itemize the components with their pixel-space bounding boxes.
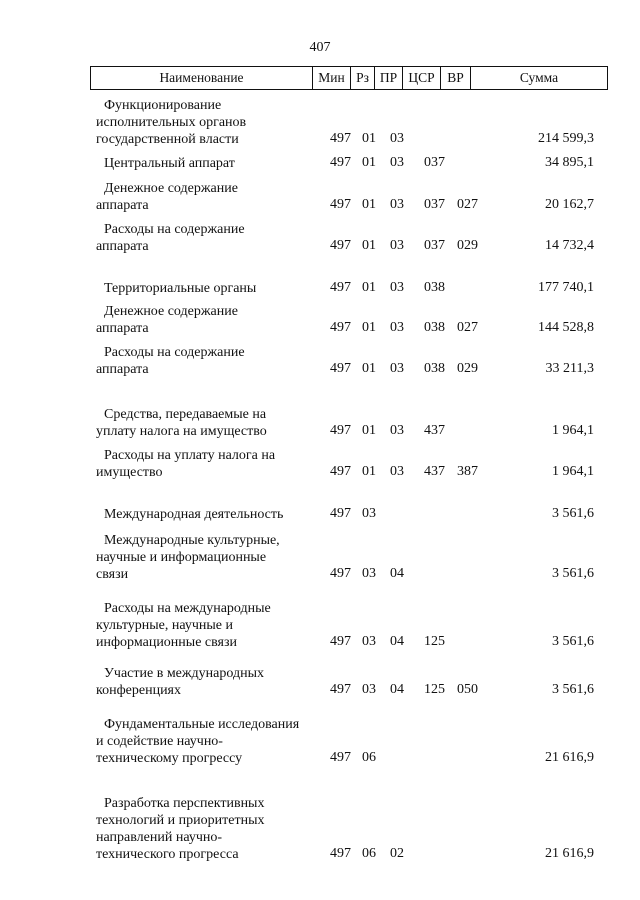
row-rz: 03 (362, 682, 376, 697)
row-sum: 3 561,6 (552, 506, 594, 521)
row-name-line: технологий и приоритетных (96, 813, 265, 828)
row-csr: 037 (424, 155, 445, 170)
row-name-line: Международные культурные, (104, 533, 280, 548)
row-vr: 050 (457, 682, 478, 697)
header-csr: ЦСР (403, 67, 441, 89)
row-rz: 06 (362, 750, 376, 765)
row-vr: 387 (457, 464, 478, 479)
row-sum: 1 964,1 (552, 464, 594, 479)
row-min: 497 (330, 155, 351, 170)
row-name (96, 447, 326, 481)
row-rz: 03 (362, 506, 376, 521)
row-name-line: направлений научно- (96, 830, 223, 845)
row-rz: 03 (362, 634, 376, 649)
row-sum: 20 162,7 (545, 197, 594, 212)
row-rz: 01 (362, 280, 376, 295)
row-csr: 038 (424, 320, 445, 335)
row-name-line: Разработка перспективных (104, 796, 265, 811)
row-csr: 125 (424, 634, 445, 649)
row-pr: 03 (390, 280, 404, 295)
row-name-line: Участие в международных (104, 666, 265, 681)
row-min: 497 (330, 361, 351, 376)
row-sum: 214 599,3 (538, 131, 594, 146)
row-name-line: Денежное содержание (104, 304, 238, 319)
header-rz: Рз (351, 67, 375, 89)
row-min: 497 (330, 750, 351, 765)
row-pr: 04 (390, 682, 404, 697)
row-min: 497 (330, 238, 351, 253)
row-name-line: Функционирование (104, 98, 222, 113)
row-min: 497 (330, 846, 351, 861)
row-name-line: аппарата (96, 321, 149, 336)
row-rz: 03 (362, 566, 376, 581)
row-name-line: связи (96, 567, 129, 582)
row-min: 497 (330, 506, 351, 521)
row-pr: 02 (390, 846, 404, 861)
row-name-line: техническому прогрессу (96, 751, 243, 766)
row-name-line: Центральный аппарат (104, 156, 235, 171)
row-rz: 06 (362, 846, 376, 861)
row-name (96, 97, 326, 148)
row-pr: 03 (390, 155, 404, 170)
row-pr: 04 (390, 566, 404, 581)
row-sum: 21 616,9 (545, 846, 594, 861)
row-sum: 34 895,1 (545, 155, 594, 170)
row-name-line: аппарата (96, 362, 149, 377)
row-sum: 144 528,8 (538, 320, 594, 335)
header-pr: ПР (375, 67, 403, 89)
row-pr: 03 (390, 320, 404, 335)
row-name-line: Фундаментальные исследования (104, 717, 300, 732)
row-sum: 1 964,1 (552, 423, 594, 438)
row-vr: 027 (457, 197, 478, 212)
row-sum: 33 211,3 (545, 361, 594, 376)
row-rz: 01 (362, 464, 376, 479)
row-name (96, 180, 326, 214)
row-csr: 037 (424, 197, 445, 212)
row-name (96, 665, 326, 699)
row-name-line: технического прогресса (96, 847, 239, 862)
row-sum: 177 740,1 (538, 280, 594, 295)
row-name-line: аппарата (96, 239, 149, 254)
row-name (96, 344, 326, 378)
row-min: 497 (330, 423, 351, 438)
row-name (96, 280, 326, 297)
row-rz: 01 (362, 131, 376, 146)
header-vr: ВР (441, 67, 471, 89)
row-name-line: исполнительных органов (96, 115, 247, 130)
row-name-line: Средства, передаваемые на (104, 407, 267, 422)
row-pr: 03 (390, 361, 404, 376)
header-min: Мин (313, 67, 351, 89)
row-pr: 04 (390, 634, 404, 649)
header-sum: Сумма (519, 70, 559, 85)
row-name-line: Территориальные органы (104, 281, 257, 296)
row-name (96, 221, 326, 255)
row-name (96, 506, 326, 523)
row-vr: 027 (457, 320, 478, 335)
row-min: 497 (330, 131, 351, 146)
row-name-line: Расходы на содержание (104, 345, 245, 360)
header-name: Наименование (91, 67, 313, 89)
page-number: 407 (309, 40, 331, 55)
row-rz: 01 (362, 155, 376, 170)
row-name-line: информационные связи (96, 635, 238, 650)
row-min: 497 (330, 682, 351, 697)
row-name (96, 406, 326, 440)
row-min: 497 (330, 566, 351, 581)
row-rz: 01 (362, 320, 376, 335)
row-name (96, 532, 326, 583)
row-name-line: аппарата (96, 198, 149, 213)
row-sum: 21 616,9 (545, 750, 594, 765)
row-name-line: Расходы на международные (104, 601, 271, 616)
row-name-line: имущество (96, 465, 163, 480)
row-name-line: культурные, научные и (96, 618, 234, 633)
row-name (96, 600, 326, 651)
row-pr: 03 (390, 238, 404, 253)
row-min: 497 (330, 320, 351, 335)
row-name (96, 716, 326, 767)
row-name-line: Расходы на уплату налога на (104, 448, 276, 463)
row-rz: 01 (362, 197, 376, 212)
row-rz: 01 (362, 423, 376, 438)
row-name-line: уплату налога на имущество (96, 424, 267, 439)
row-min: 497 (330, 464, 351, 479)
row-csr: 437 (424, 464, 445, 479)
row-csr: 038 (424, 280, 445, 295)
row-csr: 125 (424, 682, 445, 697)
row-vr: 029 (457, 238, 478, 253)
row-name (96, 155, 326, 172)
row-name (96, 795, 326, 863)
table-header (90, 66, 608, 90)
row-min: 497 (330, 634, 351, 649)
row-pr: 03 (390, 131, 404, 146)
row-csr: 437 (424, 423, 445, 438)
row-name-line: научные и информационные (96, 550, 267, 565)
row-rz: 01 (362, 238, 376, 253)
row-pr: 03 (390, 197, 404, 212)
row-sum: 3 561,6 (552, 634, 594, 649)
row-name (96, 303, 326, 337)
row-name-line: Международная деятельность (104, 507, 284, 522)
row-name-line: Расходы на содержание (104, 222, 245, 237)
row-sum: 3 561,6 (552, 682, 594, 697)
row-pr: 03 (390, 423, 404, 438)
row-sum: 3 561,6 (552, 566, 594, 581)
row-name-line: Денежное содержание (104, 181, 238, 196)
row-min: 497 (330, 197, 351, 212)
row-csr: 037 (424, 238, 445, 253)
row-name-line: и содействие научно- (96, 734, 223, 749)
row-pr: 03 (390, 464, 404, 479)
row-vr: 029 (457, 361, 478, 376)
row-name-line: государственной власти (96, 132, 239, 147)
row-csr: 038 (424, 361, 445, 376)
row-rz: 01 (362, 361, 376, 376)
row-name-line: конференциях (96, 683, 181, 698)
row-min: 497 (330, 280, 351, 295)
row-sum: 14 732,4 (545, 238, 594, 253)
